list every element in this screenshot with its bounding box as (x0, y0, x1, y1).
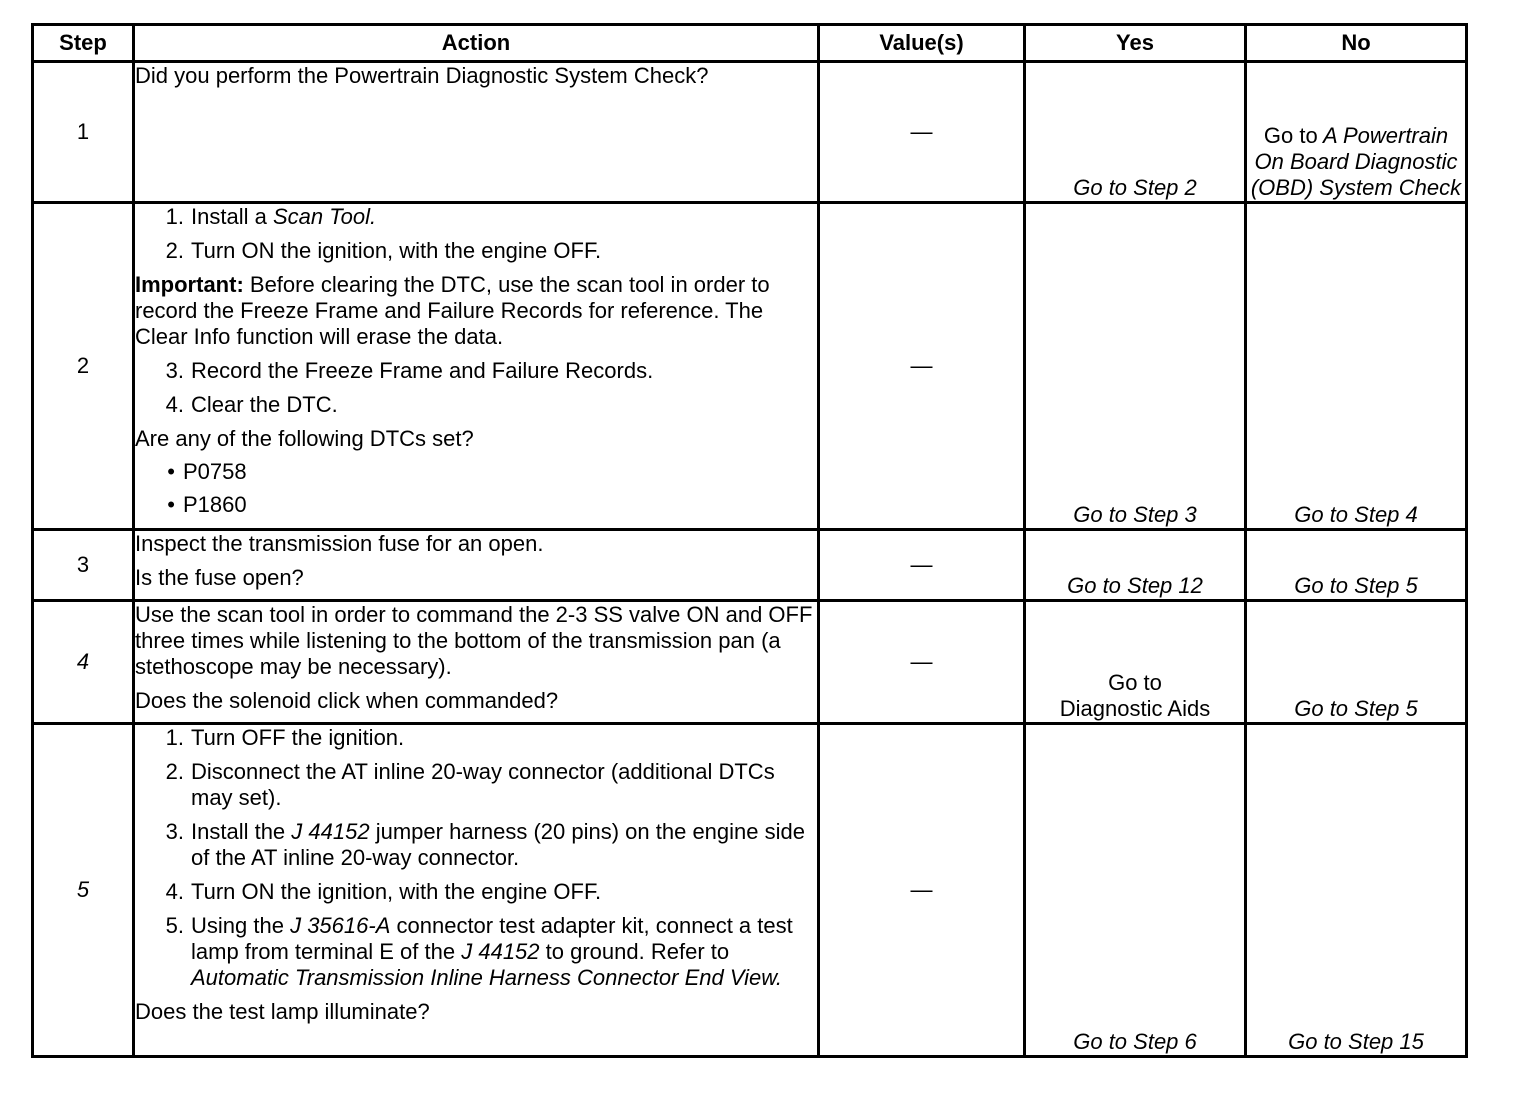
yes-cell[interactable] (1025, 62, 1246, 203)
header-yes: Yes (1025, 25, 1246, 62)
header-step: Step (33, 25, 134, 62)
item-number: 2. (165, 759, 184, 784)
item-number: 2. (165, 238, 184, 263)
yes-link[interactable]: Go to Step 2 (1073, 175, 1197, 200)
no-cell[interactable] (1246, 62, 1467, 203)
item-text: connector test adapter kit, connect a test lamp from terminal E of the (191, 913, 793, 964)
item-text: Turn ON the ignition, with the engine OFF. (191, 879, 602, 904)
list-item (135, 725, 817, 751)
no-link[interactable]: Go to Step 5 (1294, 573, 1418, 598)
bullet-icon: • (167, 459, 175, 484)
item-text: Install the (191, 819, 286, 844)
table-row (33, 203, 1467, 530)
yes-prefix: Go to (1108, 670, 1162, 695)
action-question: Does the test lamp illuminate? (135, 999, 430, 1024)
important-note (135, 272, 817, 350)
value-cell: — (819, 601, 1025, 724)
yes-cell[interactable] (1025, 601, 1246, 724)
dtc-code: P1860 (183, 492, 247, 517)
step-number: 2 (33, 203, 134, 530)
value-cell: — (819, 62, 1025, 203)
bullet-icon: • (167, 492, 175, 517)
yes-cell[interactable] (1025, 203, 1246, 530)
table-row (33, 62, 1467, 203)
bullet-item (135, 492, 817, 518)
table-row (33, 530, 1467, 601)
yes-cell[interactable] (1025, 724, 1246, 1057)
table-row (33, 724, 1467, 1057)
connector-view-ref[interactable]: Automatic Transmission Inline Harness Connector End View. (191, 965, 783, 990)
item-text: Record the Freeze Frame and Failure Records. (191, 358, 654, 383)
value-cell: — (819, 724, 1025, 1057)
diagnostic-table (31, 23, 1468, 1058)
item-text: Turn ON the ignition, with the engine OFF. (191, 238, 602, 263)
step-number: 5 (33, 724, 134, 1057)
yes-link[interactable]: Go to Step 6 (1073, 1029, 1197, 1054)
important-text: Before clearing the DTC, use the scan tool in order to record the Freeze Frame and Failure Records for reference. The Clear Info function will erase the data. (135, 272, 770, 349)
list-item (135, 879, 817, 905)
yes-link[interactable]: Go to Step 12 (1067, 573, 1203, 598)
no-link[interactable]: Go to Step 15 (1288, 1029, 1424, 1054)
scan-tool-ref[interactable]: Scan Tool. (272, 204, 377, 229)
no-cell[interactable] (1246, 530, 1467, 601)
value-cell: — (819, 203, 1025, 530)
list-item (135, 913, 817, 991)
table-header-row (33, 25, 1467, 62)
yes-link[interactable]: Go to Step 3 (1073, 502, 1197, 527)
list-item (135, 392, 817, 418)
item-number: 5. (165, 913, 184, 938)
action-cell (134, 203, 819, 530)
action-cell (134, 601, 819, 724)
tool-ref[interactable]: J 44152 (291, 819, 370, 844)
yes-link[interactable]: Diagnostic Aids (1059, 696, 1211, 721)
item-number: 1. (165, 204, 184, 229)
action-text: Did you perform the Powertrain Diagnostic System Check? (135, 63, 709, 88)
action-question: Are any of the following DTCs set? (135, 426, 474, 451)
item-text: Using the (191, 913, 284, 938)
item-number: 4. (165, 392, 184, 417)
item-number: 4. (165, 879, 184, 904)
action-question: Does the solenoid click when commanded? (135, 688, 559, 713)
no-link[interactable]: Go to Step 5 (1294, 696, 1418, 721)
header-no: No (1246, 25, 1467, 62)
no-prefix: Go to (1263, 123, 1318, 148)
action-cell (134, 62, 819, 203)
item-text: Turn OFF the ignition. (191, 725, 405, 750)
list-item (135, 819, 817, 871)
no-cell[interactable] (1246, 203, 1467, 530)
item-number: 3. (165, 819, 184, 844)
list-item (135, 204, 817, 230)
no-cell[interactable] (1246, 724, 1467, 1057)
action-text: Inspect the transmission fuse for an open. (135, 531, 544, 556)
item-text: Clear the DTC. (191, 392, 338, 417)
action-cell (134, 724, 819, 1057)
item-number: 3. (165, 358, 184, 383)
bullet-item (135, 459, 817, 485)
header-values: Value(s) (819, 25, 1025, 62)
table-row (33, 601, 1467, 724)
item-text: to ground. Refer to (545, 939, 730, 964)
item-text: Install a (191, 204, 267, 229)
header-action: Action (134, 25, 819, 62)
no-cell[interactable] (1246, 601, 1467, 724)
no-link[interactable]: A Powertrain On Board Diagnostic (OBD) System Check (1250, 123, 1462, 200)
list-item (135, 238, 817, 264)
item-number: 1. (165, 725, 184, 750)
action-text: Use the scan tool in order to command the 2-3 SS valve ON and OFF three times while listening to the bottom of the transmission pan (a stethoscope may be necessary). (135, 602, 813, 679)
step-number: 3 (33, 530, 134, 601)
list-item (135, 759, 817, 811)
action-cell (134, 530, 819, 601)
action-question: Is the fuse open? (135, 565, 304, 590)
dtc-code: P0758 (183, 459, 247, 484)
important-label: Important: (135, 272, 244, 297)
step-number: 4 (33, 601, 134, 724)
item-text: jumper harness (20 pins) on the engine side of the AT inline 20-way connector. (191, 819, 805, 870)
value-cell: — (819, 530, 1025, 601)
no-link[interactable]: Go to Step 4 (1294, 502, 1418, 527)
list-item (135, 358, 817, 384)
tool-ref[interactable]: J 44152 (461, 939, 540, 964)
yes-cell[interactable] (1025, 530, 1246, 601)
step-number: 1 (33, 62, 134, 203)
tool-ref[interactable]: J 35616-A (290, 913, 391, 938)
item-text: Disconnect the AT inline 20-way connector (additional DTCs may set). (191, 759, 775, 810)
